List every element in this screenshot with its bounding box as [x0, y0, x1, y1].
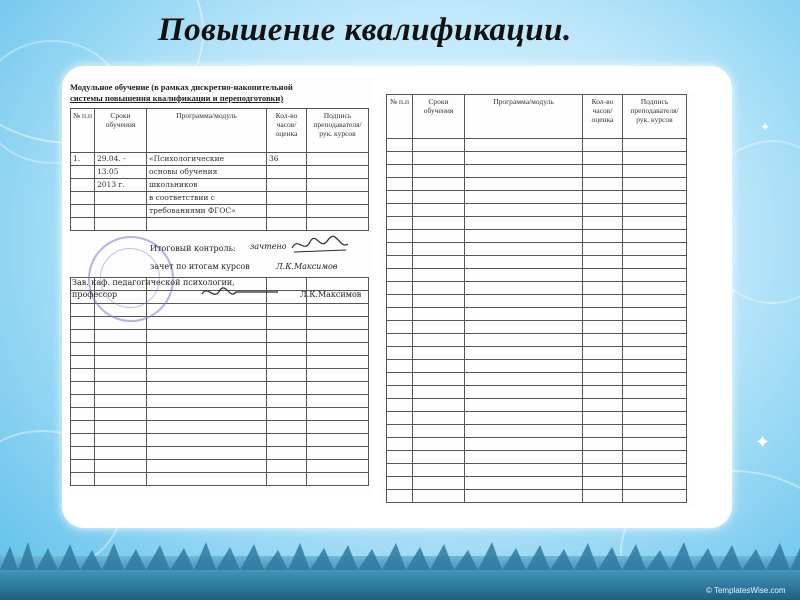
table-cell: [71, 356, 95, 369]
table-row: [387, 347, 687, 360]
table-cell: [413, 373, 465, 386]
table-cell: [413, 347, 465, 360]
table-cell: [307, 460, 369, 473]
table-cell: [71, 447, 95, 460]
table-cell: [147, 408, 267, 421]
table-cell: [267, 460, 307, 473]
table-cell: [387, 204, 413, 217]
table-cell: [147, 356, 267, 369]
table-cell: [95, 395, 147, 408]
table-cell: [95, 330, 147, 343]
table-cell: [387, 243, 413, 256]
table-cell: [583, 438, 623, 451]
table-cell: [583, 373, 623, 386]
table-row: [71, 408, 369, 421]
col-header-num: № п.п: [387, 95, 413, 139]
table-cell: [465, 165, 583, 178]
table-row: [387, 269, 687, 282]
table-cell: [307, 369, 369, 382]
col-header-signature: Подпись преподавателя/ рук. курсов: [307, 109, 369, 153]
table-cell: [413, 386, 465, 399]
table-cell: [583, 295, 623, 308]
table-cell: [583, 230, 623, 243]
table-row: [387, 308, 687, 321]
table-cell: [147, 460, 267, 473]
table-row: [387, 256, 687, 269]
table-cell: [307, 408, 369, 421]
table-row: [71, 192, 369, 205]
entry-date-1: 29.04. -: [95, 153, 147, 166]
table-cell: [95, 434, 147, 447]
table-row: [71, 356, 369, 369]
table-cell: [387, 282, 413, 295]
table-cell: [307, 343, 369, 356]
table-cell: [465, 334, 583, 347]
table-cell: [387, 269, 413, 282]
table-cell: [623, 152, 687, 165]
table-cell: [307, 473, 369, 486]
table-cell: [387, 347, 413, 360]
table-row: [71, 330, 369, 343]
table-cell: [71, 421, 95, 434]
table-cell: [623, 451, 687, 464]
table-cell: [71, 382, 95, 395]
entry-program-3: школьников: [147, 179, 267, 192]
table-cell: [71, 304, 95, 317]
table-row: [387, 152, 687, 165]
table-cell: [413, 217, 465, 230]
table-cell: [307, 356, 369, 369]
table-row: [387, 230, 687, 243]
table-cell: [465, 438, 583, 451]
table-cell: [267, 369, 307, 382]
table-cell: [307, 278, 369, 291]
table-cell: [583, 269, 623, 282]
grass-blades: [0, 540, 800, 570]
table-cell: [387, 360, 413, 373]
table-cell: [307, 382, 369, 395]
entry-program-4: в соответствии с: [147, 192, 267, 205]
table-cell: [465, 477, 583, 490]
table-cell: [465, 464, 583, 477]
head-signature-icon: [200, 284, 280, 302]
table-cell: [623, 360, 687, 373]
table-cell: [465, 321, 583, 334]
table-cell: [413, 230, 465, 243]
right-empty-rows: [387, 139, 687, 503]
table-cell: [71, 343, 95, 356]
table-row: [387, 321, 687, 334]
table-row: [71, 343, 369, 356]
table-cell: [583, 308, 623, 321]
table-row: [71, 434, 369, 447]
table-cell: [387, 178, 413, 191]
table-cell: [267, 343, 307, 356]
sparkle-icon: ✦: [755, 432, 771, 453]
table-cell: [387, 464, 413, 477]
handwritten-signature-icon: [290, 234, 350, 256]
table-cell: [307, 434, 369, 447]
table-cell: [623, 412, 687, 425]
table-cell: [413, 438, 465, 451]
table-cell: [387, 165, 413, 178]
table-cell: [95, 382, 147, 395]
footer-mark: © TemplatesWise.com: [706, 586, 786, 595]
control-handwritten: зачтено: [250, 242, 287, 251]
document-frame: [62, 66, 732, 528]
table-cell: [623, 425, 687, 438]
module-title-line1: Модульное обучение (в рамках дискретно-накопительной: [70, 82, 293, 92]
table-cell: [147, 382, 267, 395]
table-cell: [413, 412, 465, 425]
right-page: [380, 94, 696, 506]
table-cell: [623, 490, 687, 503]
col-header-hours: Кол-во часов/ оценка: [267, 109, 307, 153]
col-header-program: Программа/модуль: [465, 95, 583, 139]
table-cell: [267, 408, 307, 421]
table-row: [387, 191, 687, 204]
table-cell: [267, 356, 307, 369]
table-cell: [413, 399, 465, 412]
table-cell: [413, 425, 465, 438]
table-cell: [413, 243, 465, 256]
table-row: [387, 178, 687, 191]
table-cell: [147, 395, 267, 408]
table-cell: [413, 152, 465, 165]
table-row: [387, 464, 687, 477]
table-cell: [583, 178, 623, 191]
table-cell: [147, 434, 267, 447]
table-cell: [583, 217, 623, 230]
table-row: [387, 217, 687, 230]
table-cell: [147, 343, 267, 356]
table-row: [71, 205, 369, 218]
table-cell: [387, 139, 413, 152]
entry-date-3: 2013 г.: [95, 179, 147, 192]
table-cell: [387, 295, 413, 308]
table-cell: [623, 139, 687, 152]
col-header-hours: Кол-во часов/ оценка: [583, 95, 623, 139]
table-cell: [387, 386, 413, 399]
table-cell: [465, 308, 583, 321]
table-cell: [583, 477, 623, 490]
table-cell: [387, 217, 413, 230]
table-cell: [267, 317, 307, 330]
table-cell: [387, 477, 413, 490]
table-cell: [71, 408, 95, 421]
slide-title: Повышение квалификации.: [158, 12, 572, 48]
table-cell: [623, 256, 687, 269]
table-cell: [465, 282, 583, 295]
table-cell: [387, 438, 413, 451]
table-cell: [583, 399, 623, 412]
table-cell: [95, 356, 147, 369]
table-cell: [413, 204, 465, 217]
table-cell: [583, 347, 623, 360]
table-cell: [387, 321, 413, 334]
table-row: [387, 243, 687, 256]
control-label: Итоговый контроль:: [150, 244, 236, 253]
table-cell: [465, 256, 583, 269]
table-cell: [413, 282, 465, 295]
table-cell: [583, 191, 623, 204]
table-cell: [583, 425, 623, 438]
table-row: [387, 295, 687, 308]
table-cell: [71, 317, 95, 330]
table-cell: [387, 373, 413, 386]
table-cell: [387, 451, 413, 464]
head-title-line2: профессор: [72, 290, 118, 299]
table-cell: [413, 477, 465, 490]
table-cell: [465, 243, 583, 256]
table-cell: [583, 165, 623, 178]
table-cell: [623, 477, 687, 490]
table-row: [71, 395, 369, 408]
table-cell: [307, 317, 369, 330]
table-cell: [465, 490, 583, 503]
table-cell: [413, 451, 465, 464]
table-cell: [413, 256, 465, 269]
entry-num: 1.: [71, 153, 95, 166]
table-cell: [465, 217, 583, 230]
table-cell: [307, 447, 369, 460]
table-header-row: [387, 95, 687, 139]
table-cell: [307, 395, 369, 408]
table-cell: [465, 399, 583, 412]
table-cell: [387, 256, 413, 269]
table-row: [387, 451, 687, 464]
table-row: [71, 447, 369, 460]
table-cell: [413, 308, 465, 321]
table-cell: [387, 308, 413, 321]
table-row: [387, 360, 687, 373]
table-cell: [583, 243, 623, 256]
table-cell: [583, 204, 623, 217]
table-row: [71, 421, 369, 434]
table-cell: [623, 308, 687, 321]
table-cell: [413, 360, 465, 373]
control-value: зачет по итогам курсов: [150, 262, 250, 271]
table-cell: [71, 460, 95, 473]
table-cell: [267, 304, 307, 317]
table-header-row: [71, 109, 369, 153]
table-cell: [147, 473, 267, 486]
sparkle-icon: ✦: [760, 120, 771, 134]
table-row: [387, 477, 687, 490]
table-cell: [623, 282, 687, 295]
table-cell: [623, 321, 687, 334]
head-title-line1: Зав. каф. педагогической психологии,: [72, 278, 235, 287]
table-cell: [583, 152, 623, 165]
table-row: [387, 490, 687, 503]
table-cell: [623, 243, 687, 256]
table-cell: [147, 421, 267, 434]
table-cell: [583, 256, 623, 269]
table-row: [387, 204, 687, 217]
col-header-dates: Сроки обучения: [95, 109, 147, 153]
table-cell: [465, 295, 583, 308]
table-cell: [413, 165, 465, 178]
table-row: [387, 165, 687, 178]
table-row: [387, 425, 687, 438]
table-cell: [95, 460, 147, 473]
table-cell: [387, 399, 413, 412]
table-cell: [623, 438, 687, 451]
col-header-program: Программа/модуль: [147, 109, 267, 153]
table-cell: [307, 421, 369, 434]
table-row: [71, 369, 369, 382]
table-cell: [95, 421, 147, 434]
table-cell: [465, 360, 583, 373]
table-cell: [71, 434, 95, 447]
entry-hours: 36: [267, 153, 307, 166]
table-cell: [95, 408, 147, 421]
table-row: [71, 382, 369, 395]
table-row: [387, 334, 687, 347]
table-row: [71, 153, 369, 166]
entry-signature: [307, 153, 369, 166]
table-cell: [267, 330, 307, 343]
table-cell: [307, 304, 369, 317]
table-cell: [71, 369, 95, 382]
table-cell: [413, 178, 465, 191]
table-cell: [95, 447, 147, 460]
table-cell: [387, 425, 413, 438]
table-cell: [583, 139, 623, 152]
table-row: [387, 412, 687, 425]
table-cell: [95, 473, 147, 486]
table-cell: [413, 464, 465, 477]
head-name: Л.К.Максимов: [300, 290, 362, 299]
table-cell: [413, 334, 465, 347]
entry-program-2: основы обучения: [147, 166, 267, 179]
table-cell: [307, 330, 369, 343]
table-cell: [465, 152, 583, 165]
table-cell: [95, 369, 147, 382]
control-signature-name: Л.К.Максимов: [276, 262, 338, 271]
table-cell: [267, 434, 307, 447]
table-cell: [583, 464, 623, 477]
table-cell: [623, 191, 687, 204]
table-cell: [465, 204, 583, 217]
table-cell: [465, 230, 583, 243]
table-cell: [147, 447, 267, 460]
table-row: [71, 473, 369, 486]
table-cell: [583, 490, 623, 503]
table-cell: [583, 451, 623, 464]
table-cell: [147, 330, 267, 343]
entry-date-2: 13.05: [95, 166, 147, 179]
module-title: [70, 82, 370, 104]
table-cell: [465, 412, 583, 425]
table-row: [71, 218, 369, 231]
table-cell: [387, 152, 413, 165]
left-page: [70, 76, 374, 496]
table-cell: [583, 321, 623, 334]
table-cell: [267, 382, 307, 395]
table-row: [387, 373, 687, 386]
table-cell: [623, 295, 687, 308]
col-header-dates: Сроки обучения: [413, 95, 465, 139]
table-row: [71, 166, 369, 179]
table-cell: [623, 204, 687, 217]
table-cell: [413, 269, 465, 282]
table-cell: [267, 473, 307, 486]
table-cell: [623, 347, 687, 360]
entry-program-1: «Психологические: [147, 153, 267, 166]
table-cell: [267, 421, 307, 434]
table-cell: [147, 317, 267, 330]
table-cell: [583, 412, 623, 425]
table-cell: [413, 490, 465, 503]
table-cell: [623, 269, 687, 282]
table-cell: [465, 191, 583, 204]
table-cell: [465, 425, 583, 438]
table-cell: [623, 178, 687, 191]
module-title-line2: системы повышения квалификации и переподготовки): [70, 93, 284, 103]
table-cell: [465, 139, 583, 152]
table-cell: [465, 386, 583, 399]
table-cell: [413, 321, 465, 334]
table-cell: [465, 178, 583, 191]
table-cell: [387, 490, 413, 503]
table-cell: [387, 412, 413, 425]
table-cell: [465, 373, 583, 386]
table-cell: [71, 330, 95, 343]
table-cell: [147, 369, 267, 382]
table-cell: [465, 347, 583, 360]
table-cell: [413, 139, 465, 152]
table-row: [387, 438, 687, 451]
table-row: [71, 179, 369, 192]
table-cell: [583, 334, 623, 347]
right-record-table: [386, 94, 687, 503]
table-row: [387, 282, 687, 295]
table-cell: [583, 386, 623, 399]
table-cell: [623, 230, 687, 243]
table-cell: [71, 473, 95, 486]
table-cell: [95, 343, 147, 356]
table-cell: [623, 373, 687, 386]
table-cell: [387, 191, 413, 204]
table-cell: [267, 447, 307, 460]
table-cell: [413, 191, 465, 204]
entry-program-5: требованиями ФГОС»: [147, 205, 267, 218]
table-cell: [465, 451, 583, 464]
table-cell: [387, 334, 413, 347]
table-cell: [583, 282, 623, 295]
table-cell: [267, 395, 307, 408]
table-cell: [465, 269, 583, 282]
table-row: [387, 386, 687, 399]
table-cell: [623, 217, 687, 230]
table-cell: [623, 464, 687, 477]
col-header-signature: Подпись преподавателя/ рук. курсов: [623, 95, 687, 139]
table-cell: [623, 386, 687, 399]
table-cell: [413, 295, 465, 308]
table-row: [387, 399, 687, 412]
table-cell: [387, 230, 413, 243]
table-cell: [71, 395, 95, 408]
table-cell: [623, 165, 687, 178]
table-cell: [623, 334, 687, 347]
table-row: [387, 139, 687, 152]
table-cell: [623, 399, 687, 412]
table-row: [71, 460, 369, 473]
col-header-num: № п.п: [71, 109, 95, 153]
table-cell: [583, 360, 623, 373]
